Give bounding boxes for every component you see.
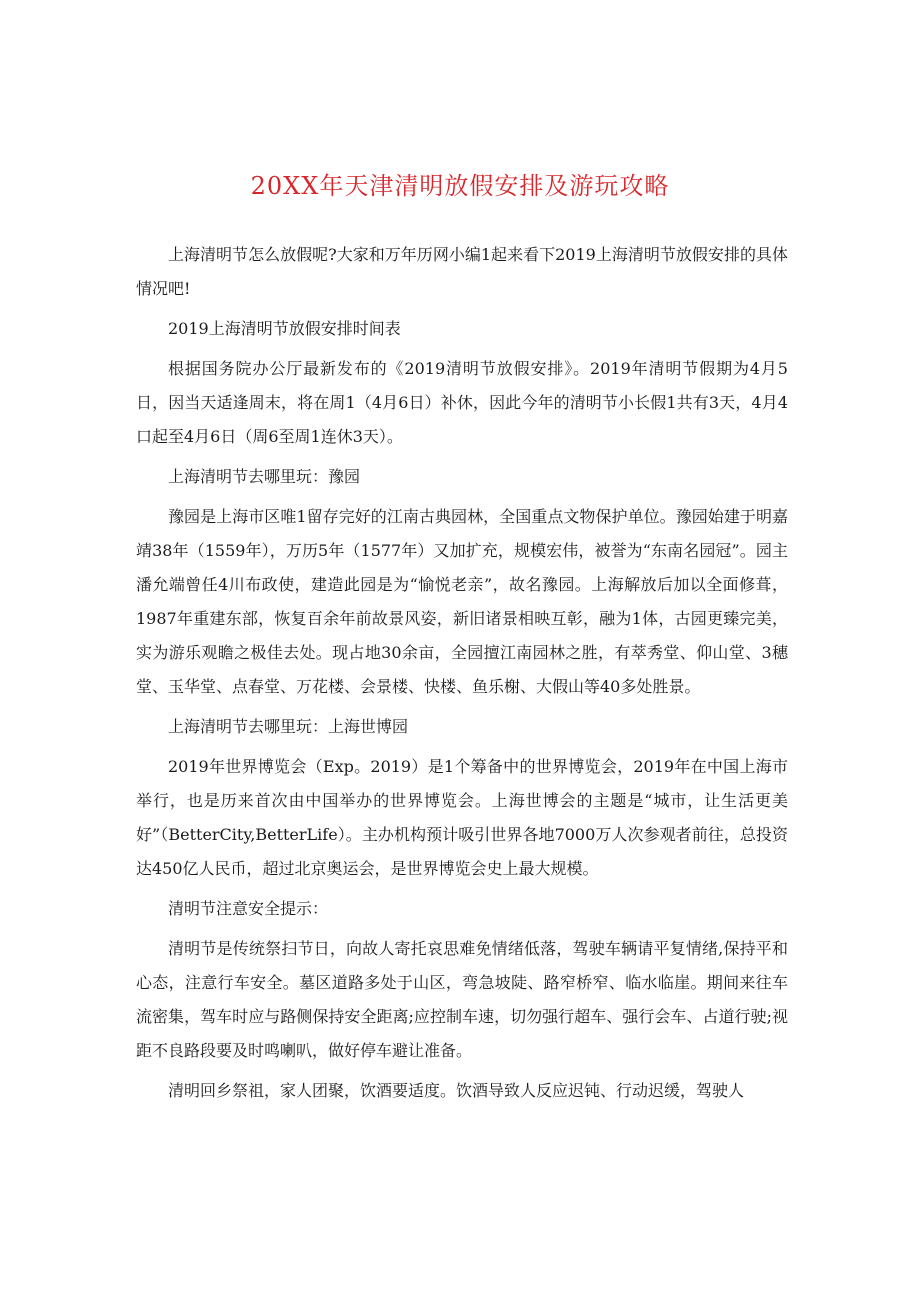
section-heading-safety: 清明节注意安全提示： xyxy=(168,899,329,918)
section-heading-expo: 上海清明节去哪里玩：上海世博园 xyxy=(168,717,409,736)
paragraph-safety-driving: 清明节是传统祭扫节日，向故人寄托哀思难免情绪低落，驾驶车辆请平复情绪,保持平和心态，注意行车安全。墓区道路多处于山区，弯急坡陡、路窄桥窄、临水临崖。期间来往车流密集，驾车时应与路侧保持安全距离;应控制车速，切勿强行超车、强行会车、占道行驶;视距不良路段要及时鸣喇叭，做好停车避让准备。 xyxy=(136,939,788,1060)
section-heading-schedule: 2019上海清明节放假安排时间表 xyxy=(168,319,401,338)
paragraph-intro: 上海清明节怎么放假呢?大家和万年历网小编1起来看下2019上海清明节放假安排的具体情况吧! xyxy=(136,245,788,298)
section-heading-yuyuan: 上海清明节去哪里玩：豫园 xyxy=(168,467,361,486)
document-body xyxy=(136,238,788,1114)
paragraph-expo: 2019年世界博览会（Exp。2019）是1个筹备中的世界博览会，2019年在中国上海市举行，也是历来首次由中国举办的世界博览会。上海世博会的主题是“城市，让生活更美好”（BetterCity,BetterLife）。主办机构预计吸引世界各地7000万人次参观者前往，总投资达450亿人民币，超过北京奥运会，是世界博览会史上最大规模。 xyxy=(136,757,788,878)
document-title: 20XX年天津清明放假安排及游玩攻略 xyxy=(250,172,670,200)
paragraph-safety-drinking: 清明回乡祭祖，家人团聚，饮酒要适度。饮酒导致人反应迟钝、行动迟缓，驾驶人 xyxy=(168,1081,745,1100)
paragraph-yuyuan: 豫园是上海市区唯1留存完好的江南古典园林，全国重点文物保护单位。豫园始建于明嘉靖38年（1559年），万历5年（1577年）又加扩充，规模宏伟，被誉为“东南名园冠”。园主潘允端曾任4川布政使，建造此园是为“愉悦老亲”，故名豫园。上海解放后加以全面修葺，1987年重建东部，恢复百余年前故景风姿，新旧诸景相映互彰，融为1体，古园更臻完美，实为游乐观瞻之极佳去处。现占地30余亩，全园擅江南园林之胜，有萃秀堂、仰山堂、3穗堂、玉华堂、点春堂、万花楼、会景楼、快楼、鱼乐榭、大假山等40多处胜景。 xyxy=(136,507,788,696)
paragraph-schedule: 根据国务院办公厅最新发布的《2019清明节放假安排》。2019年清明节假期为4月5日，因当天适逢周末，将在周1（4月6日）补休，因此今年的清明节小长假1共有3天，4月4口起至4月6日（周6至周1连休3天）。 xyxy=(136,359,788,446)
